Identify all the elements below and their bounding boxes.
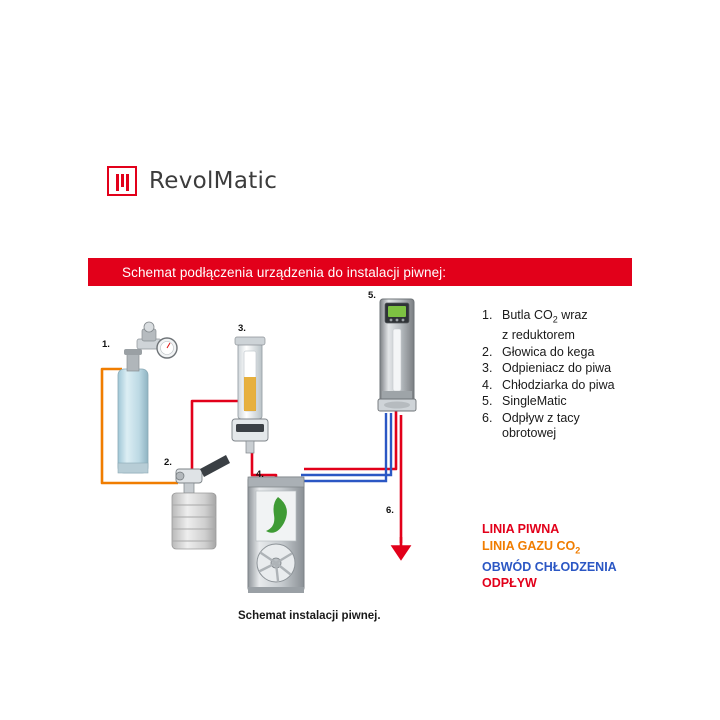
legend-item [482,411,662,442]
pressure-regulator-gauge [137,322,177,358]
title-band [88,258,632,286]
callout-6: 6. [386,505,394,516]
callout-2: 2. [164,457,172,468]
slide-sheet [0,36,720,684]
legend-item-label: Głowica do kega [502,344,595,359]
beer-keg [172,493,216,549]
color-key-item-co2-line: LINIA GAZU $CO_2$ [482,538,581,555]
legend-item-label: Odpieniacz do piwa [502,361,612,375]
brand-logo [107,166,277,196]
callout-3: 3. [238,323,246,334]
legend-item-label: Chłodziarka do piwa [502,377,615,392]
color-key-item-cooling-circuit: OBWÓD CHŁODZENIA [482,559,617,574]
keg-coupler [176,455,230,493]
singlematic-dispenser [378,299,416,411]
cooling-circuit-lines [298,413,391,481]
legend-item-number: 1. [482,308,493,322]
legend-item-number: 2. [482,344,493,359]
callout-1: 1. [102,339,110,350]
revolmatic-logo-mark-icon [107,166,137,196]
title-band-text: Schemat podłączenia urządzenia do instalacji piwnej: [122,264,447,280]
legend-item [482,378,662,394]
beer-cooler-unit [248,477,304,593]
legend-item-label: Butla $CO_2$ wraz z reduktorem [502,308,588,342]
legend-item [482,394,662,410]
diagram-caption: Schemat instalacji piwnej. [238,610,381,622]
beer-foam-separator [232,337,268,453]
beer-line-cooler-to-tower [304,411,396,469]
legend-item-number: 5. [482,394,493,408]
legend-item-label: SingleMatic [502,394,567,408]
callout-5: 5. [368,290,376,301]
co2-cylinder [118,349,148,473]
brand-name: RevolMatic [149,168,278,194]
color-key-item-beer-line: LINIA PIWNA [482,522,560,536]
callout-4: 4. [256,469,264,480]
legend-item-label: Odpływ z tacy obrotowej [502,410,580,440]
legend-item-number: 3. [482,361,493,375]
legend-item-number: 4. [482,377,493,392]
legend-list [482,308,662,443]
legend-item [482,361,662,377]
installation-diagram [80,291,480,611]
legend-item-number: 6. [482,410,493,425]
color-key-item-drain: ODPŁYW [482,576,537,590]
legend-item [482,308,662,344]
color-key [482,521,617,592]
legend-item [482,345,662,361]
